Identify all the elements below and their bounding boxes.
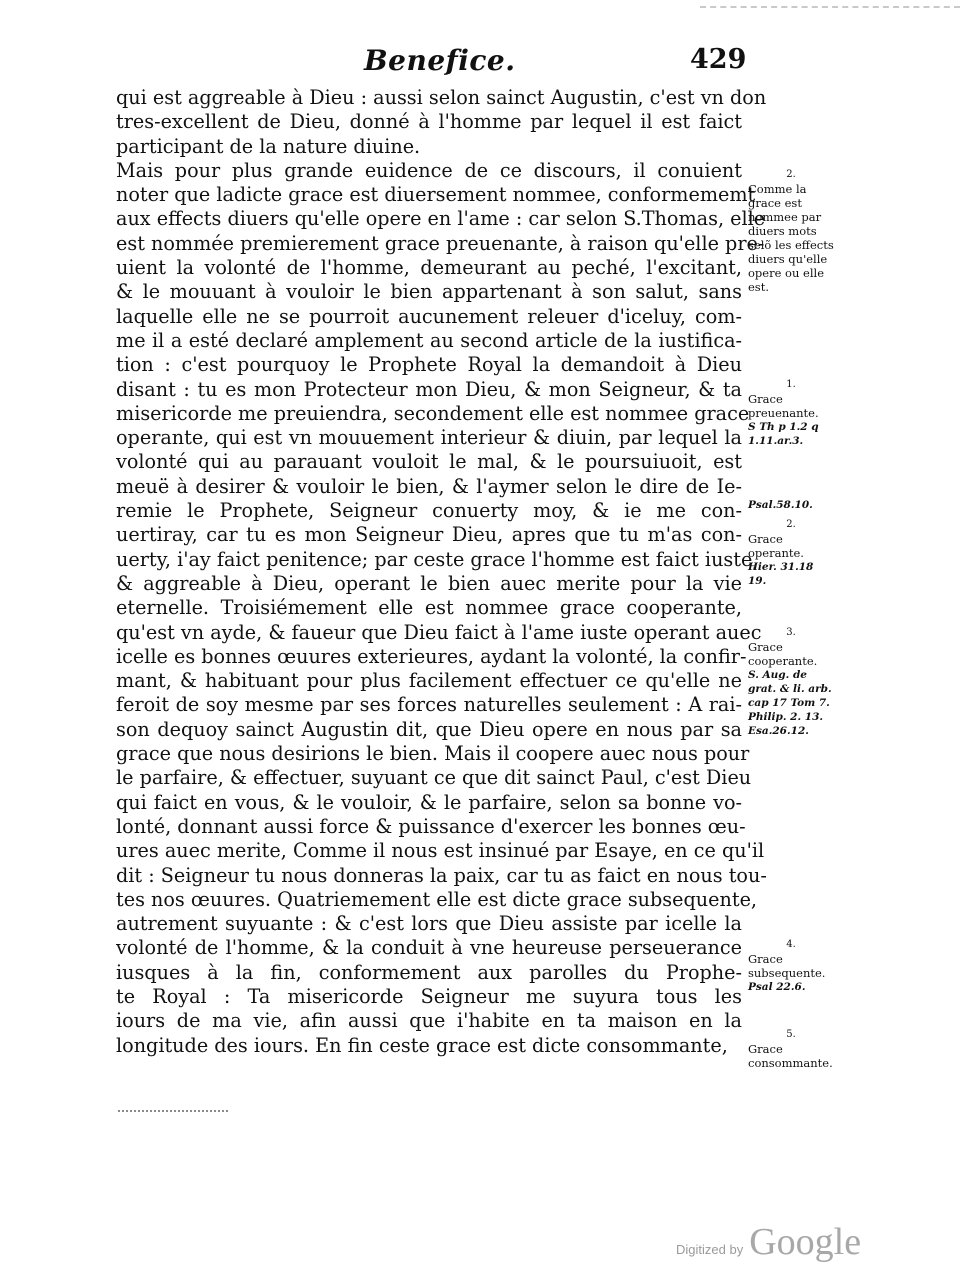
text-line: icelle es bonnes œuures exterieures, aydant la volonté, la confir-	[116, 644, 747, 668]
text-line: & aggreable à Dieu, operant le bien auec merite pour la vie	[116, 571, 742, 595]
text-line: noter que ladicte grace est diuersement nommee, conformememt	[116, 183, 756, 207]
margin-note-label: Grace operante.	[748, 532, 804, 560]
text-line: lonté, donnant aussi force & puissance d'exercer les bonnes œu-	[116, 814, 746, 838]
margin-note-ref: Psal 22.6.	[748, 981, 806, 993]
text-line: operante, qui est vn mouuement interieur & diuin, par lequel la	[116, 426, 742, 450]
text-line: iusques à la fin, conformement aux parolles du Prophe-	[116, 960, 742, 984]
margin-note-ref: S. Aug. de grat. & li. arb. cap 17 Tom 7. Philip. 2. 13. Esa.26.12.	[748, 669, 832, 737]
text-line: mant, & habituant pour plus facilement effectuer ce qu'elle ne	[116, 669, 742, 693]
margin-note-num: 5.	[786, 1029, 796, 1040]
margin-note	[748, 938, 834, 994]
text-line: iours de ma vie, afin aussi que i'habite en ta maison en la	[116, 1009, 742, 1033]
text-line: remie le Prophete, Seigneur conuerty moy, & ie me con-	[116, 499, 742, 523]
text-line: misericorde me preuiendra, secondement elle est nommee grace	[116, 401, 750, 425]
text-line: eternelle. Troisiémement elle est nommee grace cooperante,	[116, 596, 742, 620]
text-line: disant : tu es mon Protecteur mon Dieu, & mon Seigneur, & ta	[116, 377, 742, 401]
digitized-watermark	[676, 1220, 861, 1264]
digitized-by-label: Digitized by	[676, 1242, 744, 1257]
margin-note-num: 4.	[786, 939, 796, 950]
margin-note	[748, 1028, 834, 1070]
margin-note-ref: Psal.58.10.	[748, 499, 813, 511]
main-text-block	[116, 86, 767, 1058]
margin-note-label: Comme la grace est nommee par diuers mots selõ les effects diuers qu'elle opere ou elle est.	[748, 182, 834, 294]
margin-note-label: Grace preuenante.	[748, 392, 819, 420]
text-line: participant de la nature diuine.	[116, 134, 421, 158]
text-line: longitude des iours. En fin ceste grace est dicte consommante,	[116, 1033, 728, 1057]
bottom-rule	[118, 1110, 228, 1112]
margin-note-num: 2.	[786, 169, 796, 180]
text-line: laquelle elle ne se pourroit aucunement releuer d'iceluy, com-	[116, 304, 742, 328]
text-line: est nommée premierement grace preuenante, à raison qu'elle pre-	[116, 231, 765, 255]
margin-note-ref: Hier. 31.18 19.	[748, 561, 814, 587]
text-line: me il a esté declaré amplement au second article de la iustifica-	[116, 328, 742, 352]
text-line: uerty, i'ay faict penitence; par ceste grace l'homme est faict iuste,	[116, 547, 759, 571]
margin-note	[748, 498, 834, 512]
google-logo: Google	[749, 1221, 862, 1263]
text-line: meuë à desirer & vouloir le bien, & l'aymer selon le dire de Ie-	[116, 474, 742, 498]
text-line: aux effects diuers qu'elle opere en l'ame : car selon S.Thomas, elle	[116, 207, 766, 231]
text-line: & le mouuant à vouloir le bien appartenant à son salut, sans	[116, 280, 742, 304]
text-line: tion : c'est pourquoy le Prophete Royal la demandoit à Dieu	[116, 353, 742, 377]
margin-note-num: 1.	[786, 379, 796, 390]
text-line: te Royal : Ta misericorde Seigneur me suyura tous les	[116, 984, 742, 1008]
scan-border-noise	[700, 6, 960, 8]
text-line: le parfaire, & effectuer, suyuant ce que dit sainct Paul, c'est Dieu	[116, 766, 752, 790]
text-line: volonté qui au parauant vouloit le mal, & le poursuiuoit, est	[116, 450, 742, 474]
margin-note-label: Grace subsequente.	[748, 952, 826, 980]
text-line: dit : Seigneur tu nous donneras la paix, car tu as faict en nous tou-	[116, 863, 767, 887]
margin-note	[748, 518, 834, 588]
text-line: uertiray, car tu es mon Seigneur Dieu, apres que tu m'as con-	[116, 523, 742, 547]
text-line: feroit de soy mesme par ses forces naturelles seulement : A rai-	[116, 693, 742, 717]
margin-note-num: 2.	[786, 519, 796, 530]
text-line: grace que nous desirions le bien. Mais il coopere auec nous pour	[116, 742, 750, 766]
text-line: uient la volonté de l'homme, demeurant au peché, l'excitant,	[116, 256, 742, 280]
text-line: autrement suyuante : & c'est lors que Dieu assiste par icelle la	[116, 912, 742, 936]
margin-note	[748, 168, 834, 294]
margin-note-label: Grace cooperante.	[748, 640, 818, 668]
margin-note	[748, 626, 834, 738]
margin-note	[748, 378, 834, 448]
text-line: qui faict en vous, & le vouloir, & le parfaire, selon sa bonne vo-	[116, 790, 742, 814]
text-line: son dequoy sainct Augustin dit, que Dieu opere en nous par sa	[116, 717, 742, 741]
margin-note-ref: S Th p 1.2 q 1.11.ar.3.	[748, 421, 819, 447]
margin-note-label: Grace consommante.	[748, 1042, 833, 1070]
text-line: Mais pour plus grande euidence de ce discours, il conuient	[116, 158, 742, 182]
text-line: volonté de l'homme, & la conduit à vne heureuse perseuerance	[116, 936, 742, 960]
page-number: 429	[690, 44, 747, 75]
text-line: tes nos œuures. Quatriemement elle est dicte grace subsequente,	[116, 887, 758, 911]
margin-note-num: 3.	[786, 627, 796, 638]
running-head: Benefice.	[364, 44, 516, 77]
text-line: qu'est vn ayde, & faueur que Dieu faict à l'ame iuste operant auec	[116, 620, 762, 644]
text-line: ures auec merite, Comme il nous est insinué par Esaye, en ce qu'il	[116, 839, 765, 863]
text-line: qui est aggreable à Dieu : aussi selon sainct Augustin, c'est vn don	[116, 86, 767, 109]
text-line: tres-excellent de Dieu, donné à l'homme par lequel il est faict	[116, 110, 742, 134]
